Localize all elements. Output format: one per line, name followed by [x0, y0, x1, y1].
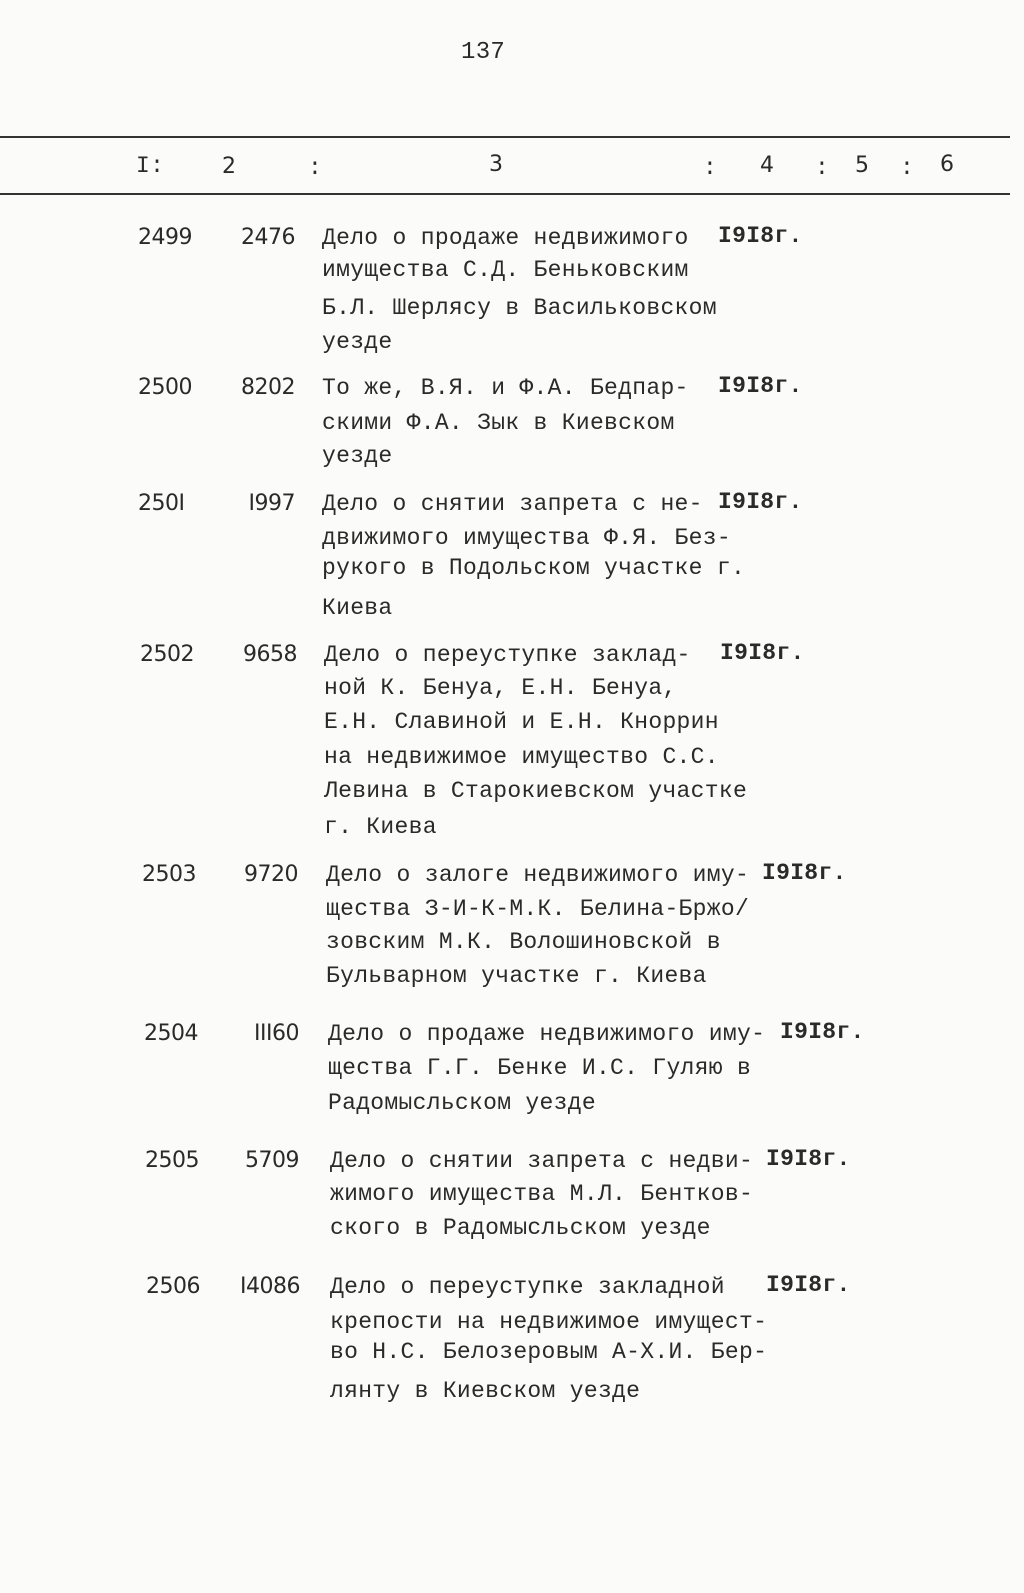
- file-number: I997: [248, 491, 295, 516]
- page-number: 137: [461, 39, 506, 66]
- entry-description-line: во Н.С. Белозеровым А-Х.И. Бер-: [330, 1339, 768, 1365]
- file-number: 9720: [244, 862, 298, 887]
- entry-year: I9I8г.: [718, 373, 803, 399]
- file-number: 8202: [241, 375, 295, 400]
- file-number: III60: [254, 1021, 299, 1046]
- header-bottom-rule: [0, 193, 1010, 195]
- entry-description-line: зовским М.К. Волошиновской в: [326, 929, 721, 955]
- file-number: 5709: [245, 1148, 299, 1173]
- column-header: 4: [760, 153, 774, 178]
- entry-description-line: ского в Радомысльском уезде: [330, 1215, 711, 1241]
- entry-description-line: лянту в Киевском уезде: [330, 1378, 641, 1404]
- entry-description-line: Дело о переуступке заклад-: [324, 642, 691, 668]
- entry-description-line: Дело о продаже недвижимого: [322, 225, 689, 251]
- column-separator: :: [308, 155, 323, 181]
- entry-description-line: Левина в Старокиевском участке: [324, 778, 748, 804]
- entry-year: I9I8г.: [766, 1272, 851, 1298]
- entry-description-line: на недвижимое имущество С.С.: [324, 744, 719, 770]
- entry-number: 2506: [146, 1274, 200, 1299]
- entry-description-line: Радомысльском уезде: [328, 1090, 596, 1116]
- entry-number: 2504: [144, 1021, 198, 1046]
- entry-description-line: Б.Л. Шерлясу в Васильковском: [322, 295, 717, 321]
- entry-number: 2502: [140, 642, 194, 667]
- entry-description-line: Киева: [322, 595, 393, 621]
- entry-description-line: То же, В.Я. и Ф.А. Бедпар-: [322, 375, 689, 401]
- entry-description-line: г. Киева: [324, 814, 437, 840]
- entry-description-line: крепости на недвижимое имущест-: [330, 1309, 768, 1335]
- entry-description-line: уезде: [322, 329, 393, 355]
- column-header: 3: [489, 152, 503, 177]
- column-separator: :: [703, 155, 718, 181]
- column-header: 6: [940, 152, 954, 177]
- entry-description-line: щества З-И-К-М.К. Белина-Бржо/: [326, 896, 750, 922]
- header-top-rule: [0, 136, 1010, 138]
- entry-description-line: Дело о залоге недвижимого иму-: [326, 862, 750, 888]
- entry-year: I9I8г.: [718, 223, 803, 249]
- column-separator: :: [815, 155, 830, 181]
- entry-description-line: жимого имущества М.Л. Бентков-: [330, 1181, 754, 1207]
- entry-number: 250I: [138, 491, 185, 516]
- entry-year: I9I8г.: [766, 1146, 851, 1172]
- entry-description-line: Дело о снятии запрета с недви-: [330, 1148, 754, 1174]
- entry-description-line: скими Ф.А. Зык в Киевском: [322, 410, 675, 436]
- entry-description-line: ной К. Бенуа, Е.Н. Бенуа,: [324, 675, 677, 701]
- column-header: I:: [136, 153, 165, 179]
- entry-number: 2500: [138, 375, 192, 400]
- entry-description-line: Бульварном участке г. Киева: [326, 963, 707, 989]
- entry-number: 2503: [142, 862, 196, 887]
- column-header: 5: [855, 153, 869, 178]
- entry-description-line: имущества С.Д. Беньковским: [322, 257, 689, 283]
- entry-number: 2505: [145, 1148, 199, 1173]
- entry-description-line: щества Г.Г. Бенке И.С. Гуляю в: [328, 1055, 752, 1081]
- entry-number: 2499: [138, 225, 192, 250]
- entry-description-line: Дело о переуступке закладной: [330, 1274, 725, 1300]
- column-separator: :: [900, 155, 915, 181]
- column-header: 2: [222, 154, 236, 179]
- entry-year: I9I8г.: [720, 640, 805, 666]
- file-number: 2476: [241, 225, 295, 250]
- entry-year: I9I8г.: [718, 489, 803, 515]
- entry-description-line: движимого имущества Ф.Я. Без-: [322, 525, 731, 551]
- file-number: 9658: [243, 642, 297, 667]
- entry-year: I9I8г.: [780, 1019, 865, 1045]
- entry-description-line: рукого в Подольском участке г.: [322, 555, 746, 581]
- entry-description-line: уезде: [322, 443, 393, 469]
- entry-year: I9I8г.: [762, 860, 847, 886]
- file-number: I4086: [240, 1274, 300, 1299]
- entry-description-line: Дело о снятии запрета с не-: [322, 491, 703, 517]
- entry-description-line: Е.Н. Славиной и Е.Н. Кноррин: [324, 709, 719, 735]
- entry-description-line: Дело о продаже недвижимого иму-: [328, 1021, 766, 1047]
